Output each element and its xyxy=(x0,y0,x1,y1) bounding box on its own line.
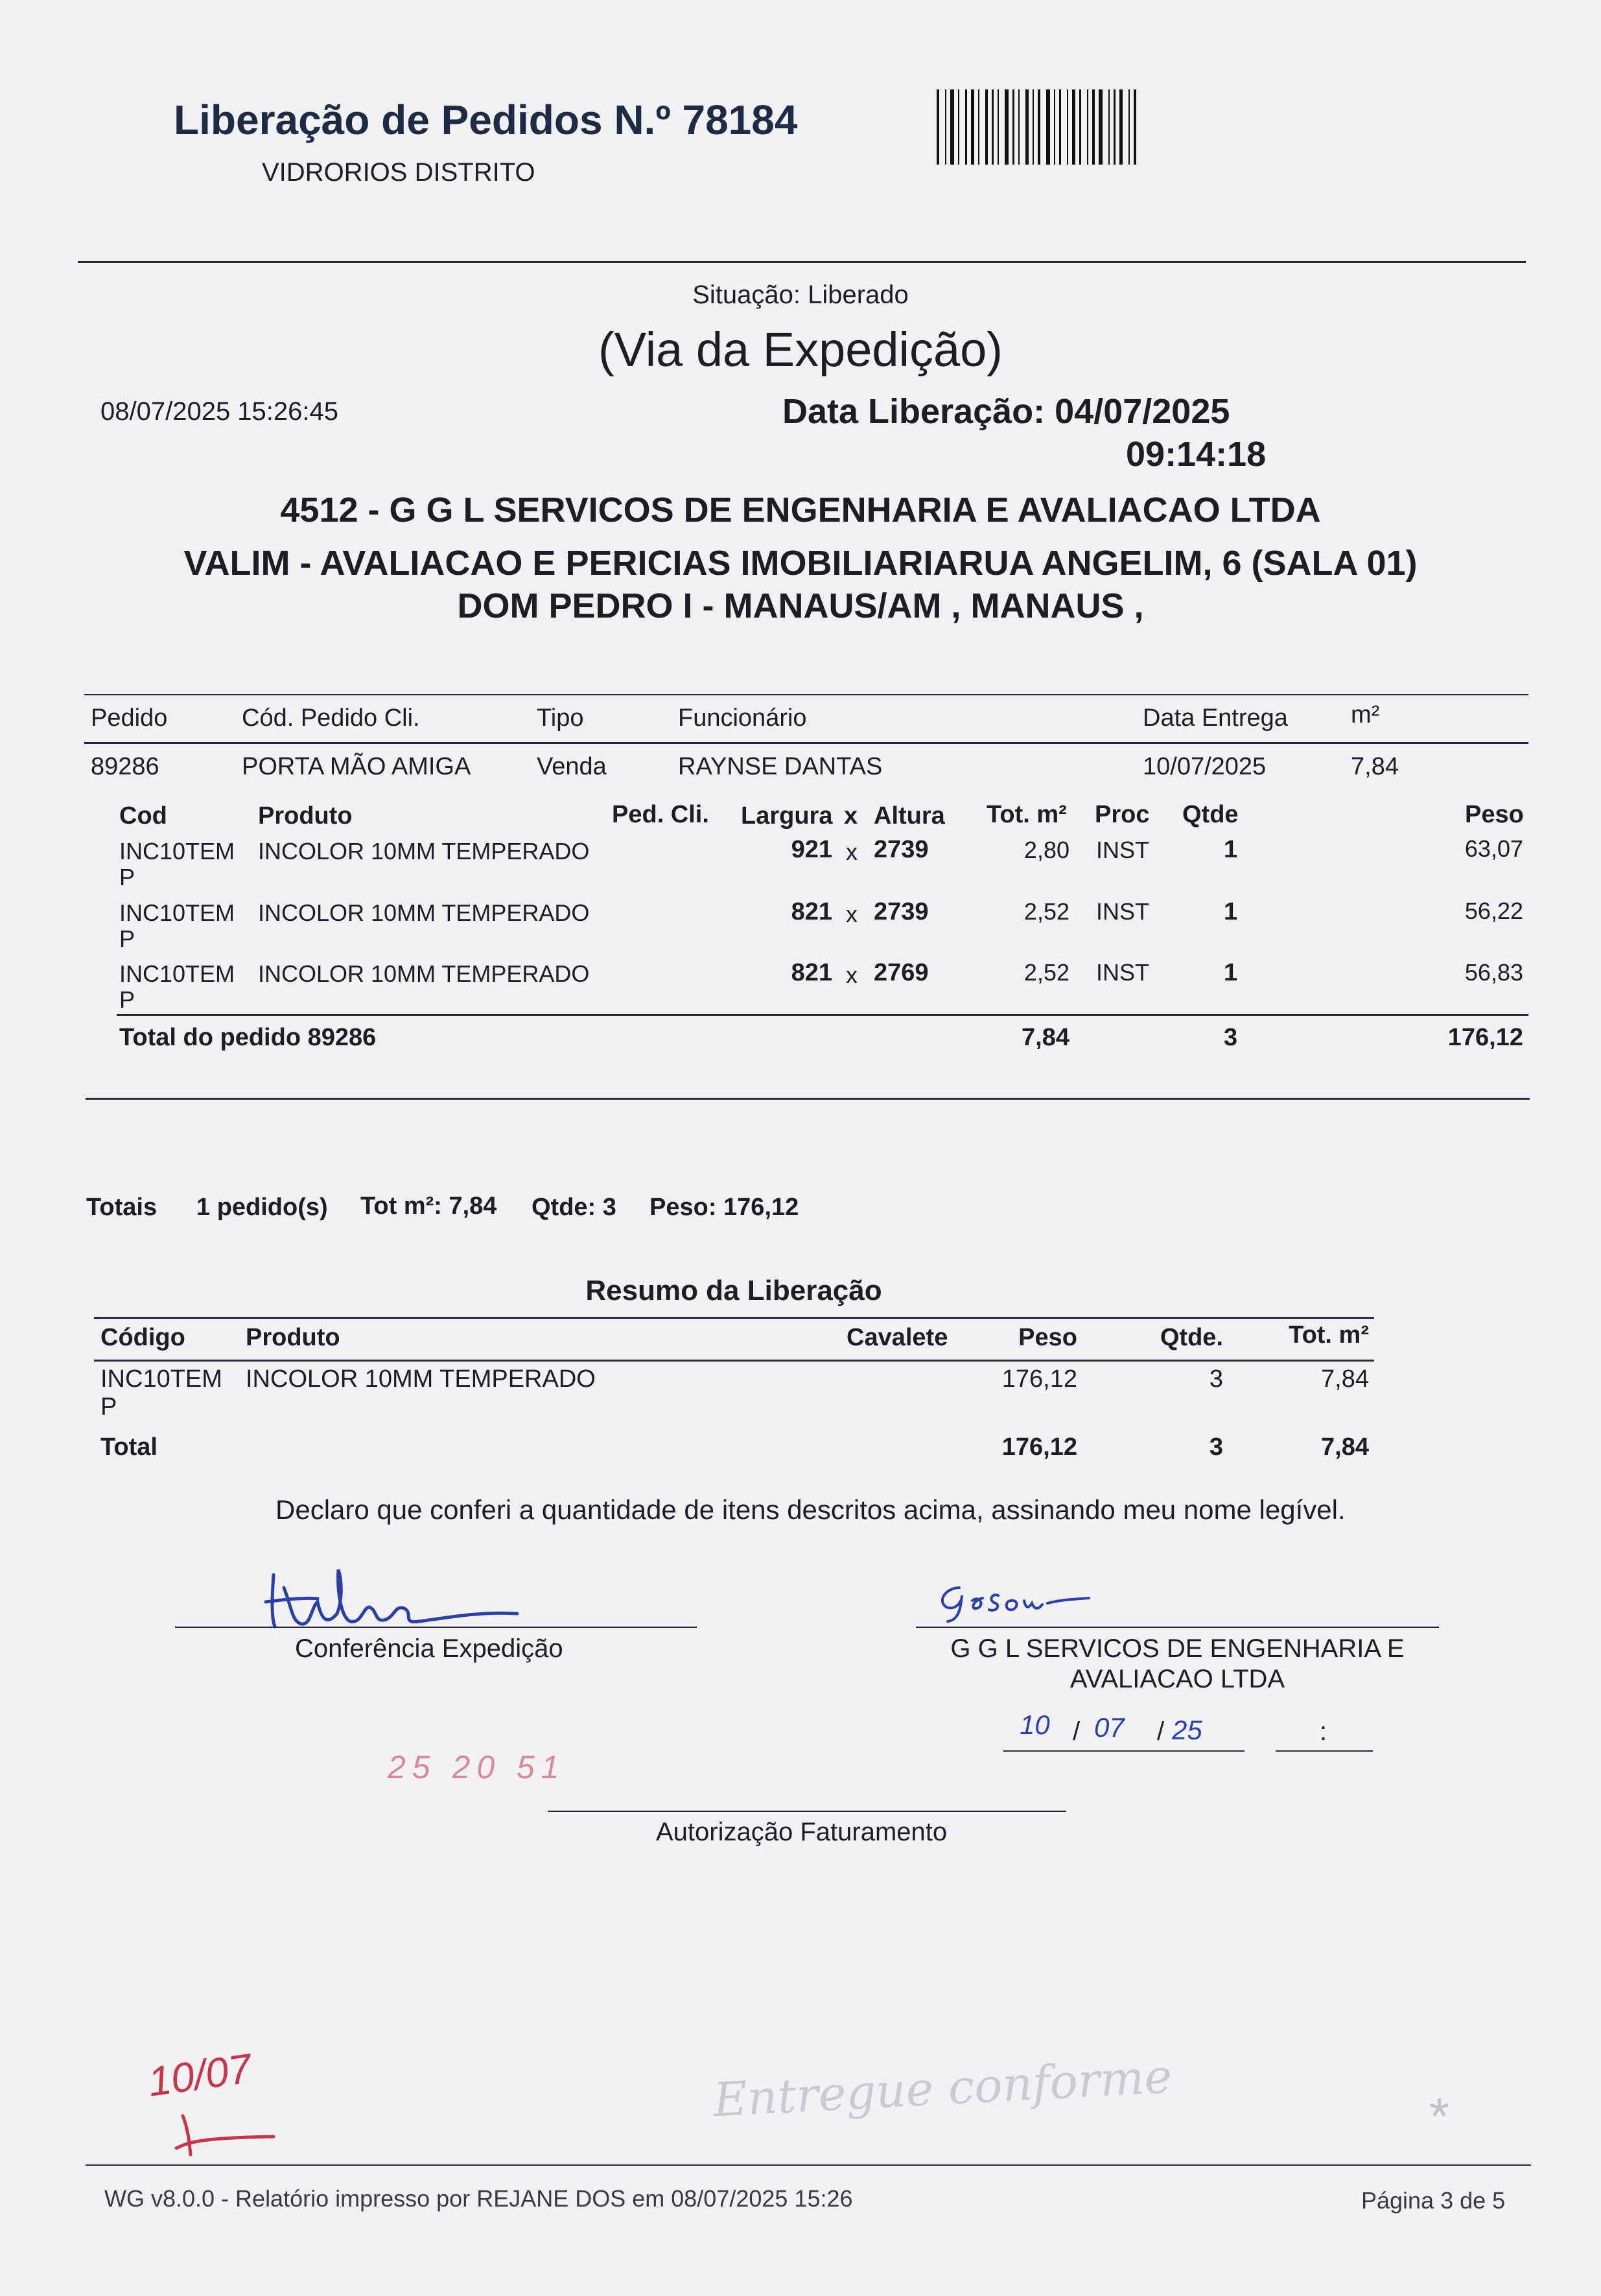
summary-header-peso: Peso xyxy=(1018,1324,1077,1351)
summary-produto: INCOLOR 10MM TEMPERADO xyxy=(246,1365,596,1393)
footer-rule xyxy=(86,2164,1531,2166)
item-largura: 821 xyxy=(791,898,832,925)
faint-asterisk: * xyxy=(1429,2087,1450,2145)
barcode-bar xyxy=(1059,89,1061,165)
barcode-bar xyxy=(985,89,988,165)
barcode-bar xyxy=(1114,89,1116,165)
items-header-peso: Peso xyxy=(1465,801,1524,828)
barcode-bar xyxy=(1054,89,1055,165)
handwritten-day: 10 xyxy=(1020,1710,1050,1740)
col-header-m2: m² xyxy=(1351,701,1380,728)
item-tot-m2: 2,80 xyxy=(1023,837,1069,863)
totals-pedidos: 1 pedido(s) xyxy=(196,1194,328,1221)
item-altura: 2739 xyxy=(874,836,929,863)
item-produto: INCOLOR 10MM TEMPERADO xyxy=(258,899,590,926)
barcode-bar xyxy=(1018,89,1020,165)
summary-codigo-suffix: P xyxy=(100,1393,117,1421)
items-header-qtde: Qtde xyxy=(1182,801,1239,828)
item-cod-suffix: P xyxy=(119,925,135,952)
barcode-bar xyxy=(1134,89,1136,165)
order-total-qtde: 3 xyxy=(1224,1024,1238,1051)
item-largura: 821 xyxy=(791,959,832,986)
order-table-header-rule xyxy=(84,742,1528,744)
order-tipo: Venda xyxy=(537,753,607,780)
summary-header-rule xyxy=(94,1360,1374,1362)
client-line-1: 4512 - G G L SERVICOS DE ENGENHARIA E AVALIACAO LTDA xyxy=(280,491,1321,529)
barcode-bar xyxy=(958,89,959,165)
item-qtde: 1 xyxy=(1224,959,1238,986)
date-slash-2: / xyxy=(1157,1717,1165,1746)
release-date: Data Liberação: 04/07/2025 xyxy=(782,392,1230,431)
item-tot-m2: 2,52 xyxy=(1023,959,1069,986)
summary-title: Resumo da Liberação xyxy=(585,1275,882,1306)
item-proc: INST xyxy=(1096,898,1150,925)
client-signature-label-2: AVALIACAO LTDA xyxy=(1069,1665,1285,1693)
item-altura: 2769 xyxy=(874,959,929,986)
barcode-bar xyxy=(1033,89,1034,165)
barcode-bar xyxy=(945,89,946,165)
barcode-bar xyxy=(965,89,967,165)
item-produto: INCOLOR 10MM TEMPERADO xyxy=(258,960,590,987)
col-header-pedido: Pedido xyxy=(91,704,168,732)
item-produto: INCOLOR 10MM TEMPERADO xyxy=(258,838,590,864)
items-header-produto: Produto xyxy=(258,802,353,829)
footer-page-number: Página 3 de 5 xyxy=(1361,2187,1506,2214)
red-handwritten-note: 25 20 51 xyxy=(388,1749,566,1785)
barcode-bar xyxy=(1046,89,1050,165)
client-signature xyxy=(933,1581,1141,1627)
totals-peso: Peso: 176,12 xyxy=(649,1194,799,1221)
summary-total-label: Total xyxy=(100,1433,158,1461)
client-signature-line xyxy=(916,1627,1439,1628)
order-m2: 7,84 xyxy=(1351,753,1399,780)
items-header-proc: Proc xyxy=(1095,801,1150,828)
time-colon: : xyxy=(1320,1717,1327,1746)
handwritten-month: 07 xyxy=(1094,1712,1125,1743)
item-cod: INC10TEM xyxy=(119,838,235,864)
barcode-bar xyxy=(1128,89,1130,165)
date-slash-1: / xyxy=(1073,1717,1081,1746)
corner-handwritten-date: 10/07 xyxy=(145,2045,255,2105)
company-name: VIDRORIOS DISTRITO xyxy=(262,158,535,187)
barcode-bar xyxy=(1005,89,1009,165)
item-qtde: 1 xyxy=(1224,836,1238,863)
barcode-bar xyxy=(1025,89,1029,165)
item-peso: 56,22 xyxy=(1464,898,1523,924)
summary-header-tot-m2: Tot. m² xyxy=(1289,1321,1369,1349)
printed-timestamp: 08/07/2025 15:26:45 xyxy=(100,397,339,426)
item-x: x xyxy=(846,901,858,927)
client-line-2: VALIM - AVALIACAO E PERICIAS IMOBILIARIARUA ANGELIM, 6 (SALA 01) xyxy=(183,544,1418,583)
item-peso: 56,83 xyxy=(1464,959,1523,986)
summary-total-peso: 176,12 xyxy=(1001,1433,1077,1461)
summary-total-qtde: 3 xyxy=(1209,1433,1223,1461)
totals-qtde: Qtde: 3 xyxy=(532,1194,616,1221)
order-table-bottom-rule xyxy=(86,1098,1530,1100)
barcode-bar xyxy=(1108,89,1110,165)
expedition-signature-label: Conferência Expedição xyxy=(295,1634,563,1663)
item-peso: 63,07 xyxy=(1464,835,1523,862)
handwritten-year: 25 xyxy=(1172,1715,1202,1745)
summary-header-produto: Produto xyxy=(246,1324,340,1351)
status-label: Situação: Liberado xyxy=(692,281,909,309)
items-header-tot-m2: Tot. m² xyxy=(987,801,1067,828)
barcode-bar xyxy=(1087,89,1088,165)
barcode xyxy=(937,89,1196,165)
barcode-bar xyxy=(950,89,954,165)
items-total-rule xyxy=(117,1014,1528,1016)
summary-total-tot-m2: 7,84 xyxy=(1321,1433,1369,1461)
date-line xyxy=(1003,1750,1245,1752)
order-data-entrega: 10/07/2025 xyxy=(1143,753,1267,780)
summary-header-codigo: Código xyxy=(100,1324,185,1351)
barcode-bar xyxy=(1079,89,1081,165)
item-proc: INST xyxy=(1096,837,1150,863)
summary-tot-m2: 7,84 xyxy=(1321,1365,1369,1393)
items-header-ped-cli: Ped. Cli. xyxy=(612,801,709,828)
totals-label: Totais xyxy=(86,1194,158,1221)
order-table-top-rule xyxy=(84,694,1528,695)
barcode-bar xyxy=(1012,89,1014,165)
expedition-signature-line xyxy=(175,1627,697,1628)
order-cod-pedido-cli: PORTA MÃO AMIGA xyxy=(242,753,471,780)
order-pedido: 89286 xyxy=(91,753,159,780)
authorization-label: Autorização Faturamento xyxy=(656,1818,948,1846)
item-largura: 921 xyxy=(791,836,832,863)
barcode-bar xyxy=(1067,89,1068,165)
release-time: 09:14:18 xyxy=(1126,435,1267,474)
col-header-funcionario: Funcionário xyxy=(678,704,807,732)
order-funcionario: RAYNSE DANTAS xyxy=(678,753,883,780)
barcode-bar xyxy=(937,89,939,165)
summary-codigo: INC10TEM xyxy=(100,1365,222,1393)
order-total-peso: 176,12 xyxy=(1447,1024,1523,1051)
client-line-3: DOM PEDRO I - MANAUS/AM , MANAUS , xyxy=(457,586,1144,625)
barcode-bar xyxy=(1072,89,1075,165)
barcode-bar xyxy=(1099,89,1103,165)
totals-m2: Tot m²: 7,84 xyxy=(360,1192,497,1220)
summary-top-rule xyxy=(94,1317,1374,1319)
client-signature-label-1: G G L SERVICOS DE ENGENHARIA E xyxy=(950,1634,1405,1663)
item-altura: 2739 xyxy=(874,898,929,925)
declaration-text: Declaro que conferi a quantidade de itens descritos acima, assinando meu nome legível. xyxy=(275,1494,1346,1525)
items-header-largura: Largura xyxy=(741,802,833,829)
authorization-line xyxy=(548,1811,1066,1812)
item-proc: INST xyxy=(1096,959,1150,986)
items-header-altura: Altura xyxy=(874,802,945,829)
item-x: x xyxy=(846,839,858,865)
barcode-bar xyxy=(998,89,999,165)
header-divider xyxy=(78,261,1526,263)
items-header-x: x xyxy=(844,802,858,829)
barcode-bar xyxy=(1119,89,1123,165)
col-header-tipo: Tipo xyxy=(537,704,584,732)
barcode-bar xyxy=(1038,89,1040,165)
summary-peso: 176,12 xyxy=(1001,1365,1077,1393)
item-cod: INC10TEM xyxy=(119,960,235,987)
corner-check-mark xyxy=(170,2103,280,2161)
items-header-cod: Cod xyxy=(119,802,167,829)
order-total-m2: 7,84 xyxy=(1022,1024,1069,1051)
order-total-label: Total do pedido 89286 xyxy=(119,1024,377,1051)
footer-report-info: WG v8.0.0 - Relatório impresso por REJANE DOS em 08/07/2025 15:26 xyxy=(104,2185,853,2212)
barcode-bar xyxy=(1092,89,1095,165)
item-cod-suffix: P xyxy=(119,864,135,890)
barcode-bar xyxy=(971,89,974,165)
via-label: (Via da Expedição) xyxy=(598,323,1003,377)
col-header-data-entrega: Data Entrega xyxy=(1143,704,1288,732)
faint-handwritten-note: Entregue conforme xyxy=(712,2048,1173,2128)
item-tot-m2: 2,52 xyxy=(1023,898,1069,925)
time-line xyxy=(1276,1750,1373,1752)
document-title: Liberação de Pedidos N.º 78184 xyxy=(174,97,798,143)
item-cod: INC10TEM xyxy=(119,899,235,926)
barcode-bar xyxy=(978,89,979,165)
item-qtde: 1 xyxy=(1224,898,1238,925)
col-header-cod-pedido-cli: Cód. Pedido Cli. xyxy=(242,704,420,732)
item-x: x xyxy=(846,962,858,988)
expedition-signature xyxy=(266,1562,525,1633)
summary-header-qtde: Qtde. xyxy=(1160,1324,1223,1351)
item-cod-suffix: P xyxy=(119,986,135,1013)
barcode-bar xyxy=(992,89,994,165)
summary-qtde: 3 xyxy=(1209,1365,1223,1393)
summary-header-cavalete: Cavalete xyxy=(847,1324,948,1351)
